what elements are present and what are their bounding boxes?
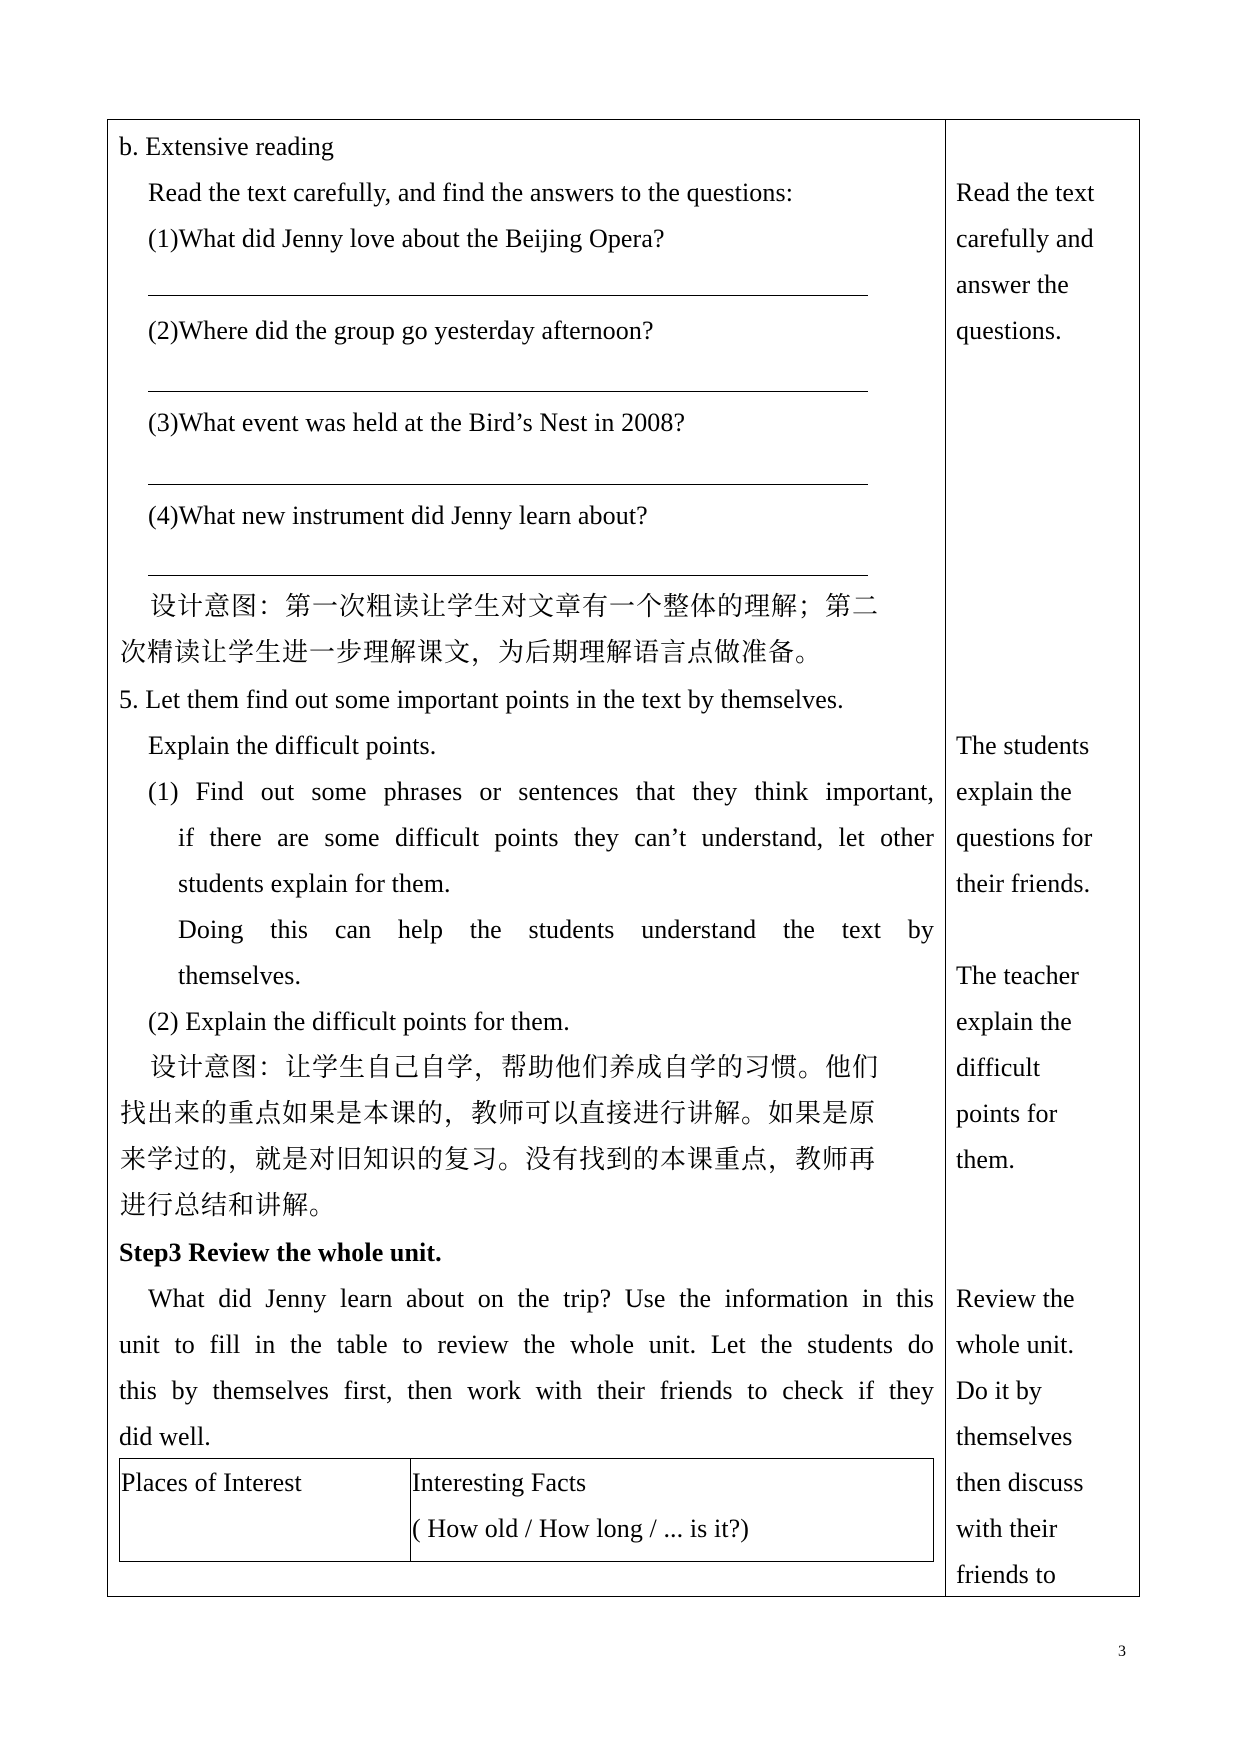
activity-note-2-line-3: questions for — [956, 823, 1093, 852]
activity-note-2-line-1: The students — [956, 731, 1090, 760]
point-1-line-3: students explain for them. — [178, 869, 451, 898]
activity-note-1-line-1: Read the text — [956, 178, 1095, 207]
activity-note-4-line-1: Review the — [956, 1284, 1075, 1313]
point-1-line-4: Doing this can help the students understand the text by — [178, 915, 934, 944]
step-3-paragraph-line-2: unit to fill in the table to review the whole unit. Let the students do — [119, 1330, 934, 1359]
answer-blank-3 — [148, 484, 868, 485]
instruction-line: Read the text carefully, and find the answers to the questions: — [148, 178, 794, 207]
activity-note-3-line-2: explain the — [956, 1007, 1072, 1036]
point-1-line-1: (1) Find out some phrases or sentences that they think important, — [148, 777, 934, 806]
review-table-header-facts: Interesting Facts — [412, 1468, 587, 1497]
activity-note-3-line-1: The teacher — [956, 961, 1080, 990]
question-4: (4)What new instrument did Jenny learn about? — [148, 501, 648, 530]
activity-note-3-line-4: points for — [956, 1099, 1058, 1128]
activity-note-3-line-3: difficult — [956, 1053, 1041, 1082]
answer-blank-2 — [148, 391, 868, 392]
step-5-heading: 5. Let them find out some important points in the text by themselves. — [119, 685, 844, 714]
point-1-line-2: if there are some difficult points they can’t understand, let other — [178, 823, 934, 852]
activity-note-1-line-4: questions. — [956, 316, 1062, 345]
activity-note-4-line-2: whole unit. — [956, 1330, 1075, 1359]
point-2: (2) Explain the difficult points for them. — [148, 1007, 570, 1036]
step-5-subline: Explain the difficult points. — [148, 731, 437, 760]
review-table-header-places: Places of Interest — [121, 1468, 302, 1497]
section-heading-extensive-reading: b. Extensive reading — [119, 132, 334, 161]
column-divider — [945, 119, 946, 1597]
step-3-paragraph-line-4: did well. — [119, 1422, 211, 1451]
review-table-divider — [410, 1458, 411, 1562]
activity-note-4-line-3: Do it by — [956, 1376, 1043, 1405]
design-intent-2-line-1: 设计意图：让学生自己自学，帮助他们养成自学的习惯。他们 — [150, 1053, 880, 1082]
activity-note-1-line-2: carefully and — [956, 224, 1094, 253]
activity-note-4-line-5: then discuss — [956, 1468, 1084, 1497]
step-3-paragraph-line-1: What did Jenny learn about on the trip? Use the information in this — [148, 1284, 934, 1313]
activity-note-3-line-5: them. — [956, 1145, 1015, 1174]
activity-note-4-line-4: themselves — [956, 1422, 1073, 1451]
design-intent-2-line-2: 找出来的重点如果是本课的，教师可以直接进行讲解。如果是原 — [120, 1099, 877, 1128]
activity-note-4-line-7: friends to — [956, 1560, 1056, 1589]
question-1: (1)What did Jenny love about the Beijing Opera? — [148, 224, 665, 253]
activity-note-1-line-3: answer the — [956, 270, 1069, 299]
design-intent-2-line-4: 进行总结和讲解。 — [120, 1191, 337, 1220]
design-intent-line-2: 次精读让学生进一步理解课文，为后期理解语言点做准备。 — [120, 638, 823, 667]
activity-note-4-line-6: with their — [956, 1514, 1058, 1543]
step-3-paragraph-line-3: this by themselves first, then work with their friends to check if they — [119, 1376, 934, 1405]
page-number: 3 — [1118, 1643, 1126, 1660]
answer-blank-1 — [148, 295, 868, 296]
activity-note-2-line-2: explain the — [956, 777, 1072, 806]
design-intent-2-line-3: 来学过的，就是对旧知识的复习。没有找到的本课重点，教师再 — [120, 1145, 877, 1174]
answer-blank-4 — [148, 575, 868, 576]
point-1-line-5: themselves. — [178, 961, 302, 990]
activity-note-2-line-4: their friends. — [956, 869, 1091, 898]
question-3: (3)What event was held at the Bird’s Nest in 2008? — [148, 408, 686, 437]
design-intent-line-1: 设计意图：第一次粗读让学生对文章有一个整体的理解；第二 — [150, 592, 880, 621]
question-2: (2)Where did the group go yesterday afternoon? — [148, 316, 654, 345]
review-table-header-facts-hint: ( How old / How long / ... is it?) — [412, 1514, 750, 1543]
step-3-heading: Step3 Review the whole unit. — [119, 1238, 442, 1267]
